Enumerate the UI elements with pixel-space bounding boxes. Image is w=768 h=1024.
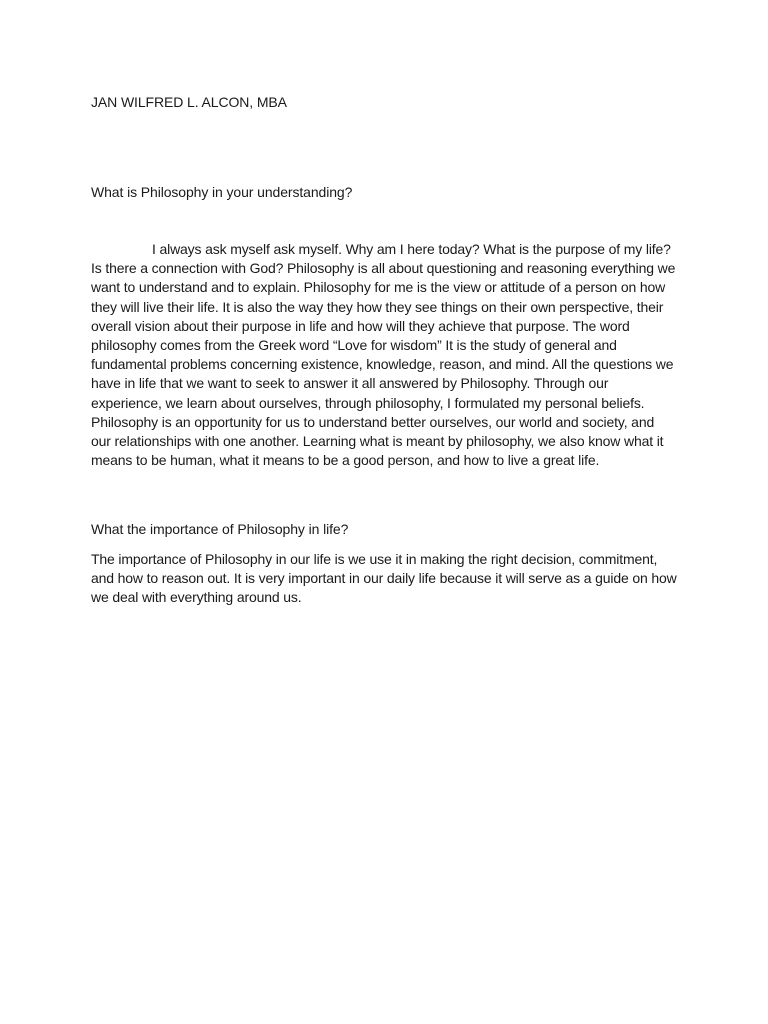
answer-paragraph-2: The importance of Philosophy in our life is we use it in making the right decision, commitment, and how to reason out. It is very important in our daily life because it will serve as a guide on how we deal with everything around us.: [91, 551, 677, 606]
answer-paragraph-1: I always ask myself ask myself. Why am I here today? What is the purpose of my life? Is there a connection with God? Philosophy is all about questioning and reasoning everything we want to understand and to explain. Philosophy for me is the view or attitude of a person on how they will live their life. It is also the way they how they see things on their own perspective, their overall vision about their purpose in life and how will they achieve that purpose. The word philosophy comes from the Greek word “Love for wisdom” It is the study of general and fundamental problems concerning existence, knowledge, reason, and mind. All the questions we have in life that we want to seek to answer it all answered by Philosophy. Through our experience, we learn about ourselves, through philosophy, I formulated my personal beliefs. Philosophy is an opportunity for us to understand better ourselves, our world and society, and our relationships with one another. Learning what is meant by philosophy, we also know what it means to be human, what it means to be a good person, and how to live a great life.: [91, 241, 676, 469]
author-name: JAN WILFRED L. ALCON, MBA: [91, 94, 287, 110]
question-heading-1: What is Philosophy in your understanding?: [91, 184, 353, 200]
question-heading-2: What the importance of Philosophy in life?: [91, 521, 349, 537]
